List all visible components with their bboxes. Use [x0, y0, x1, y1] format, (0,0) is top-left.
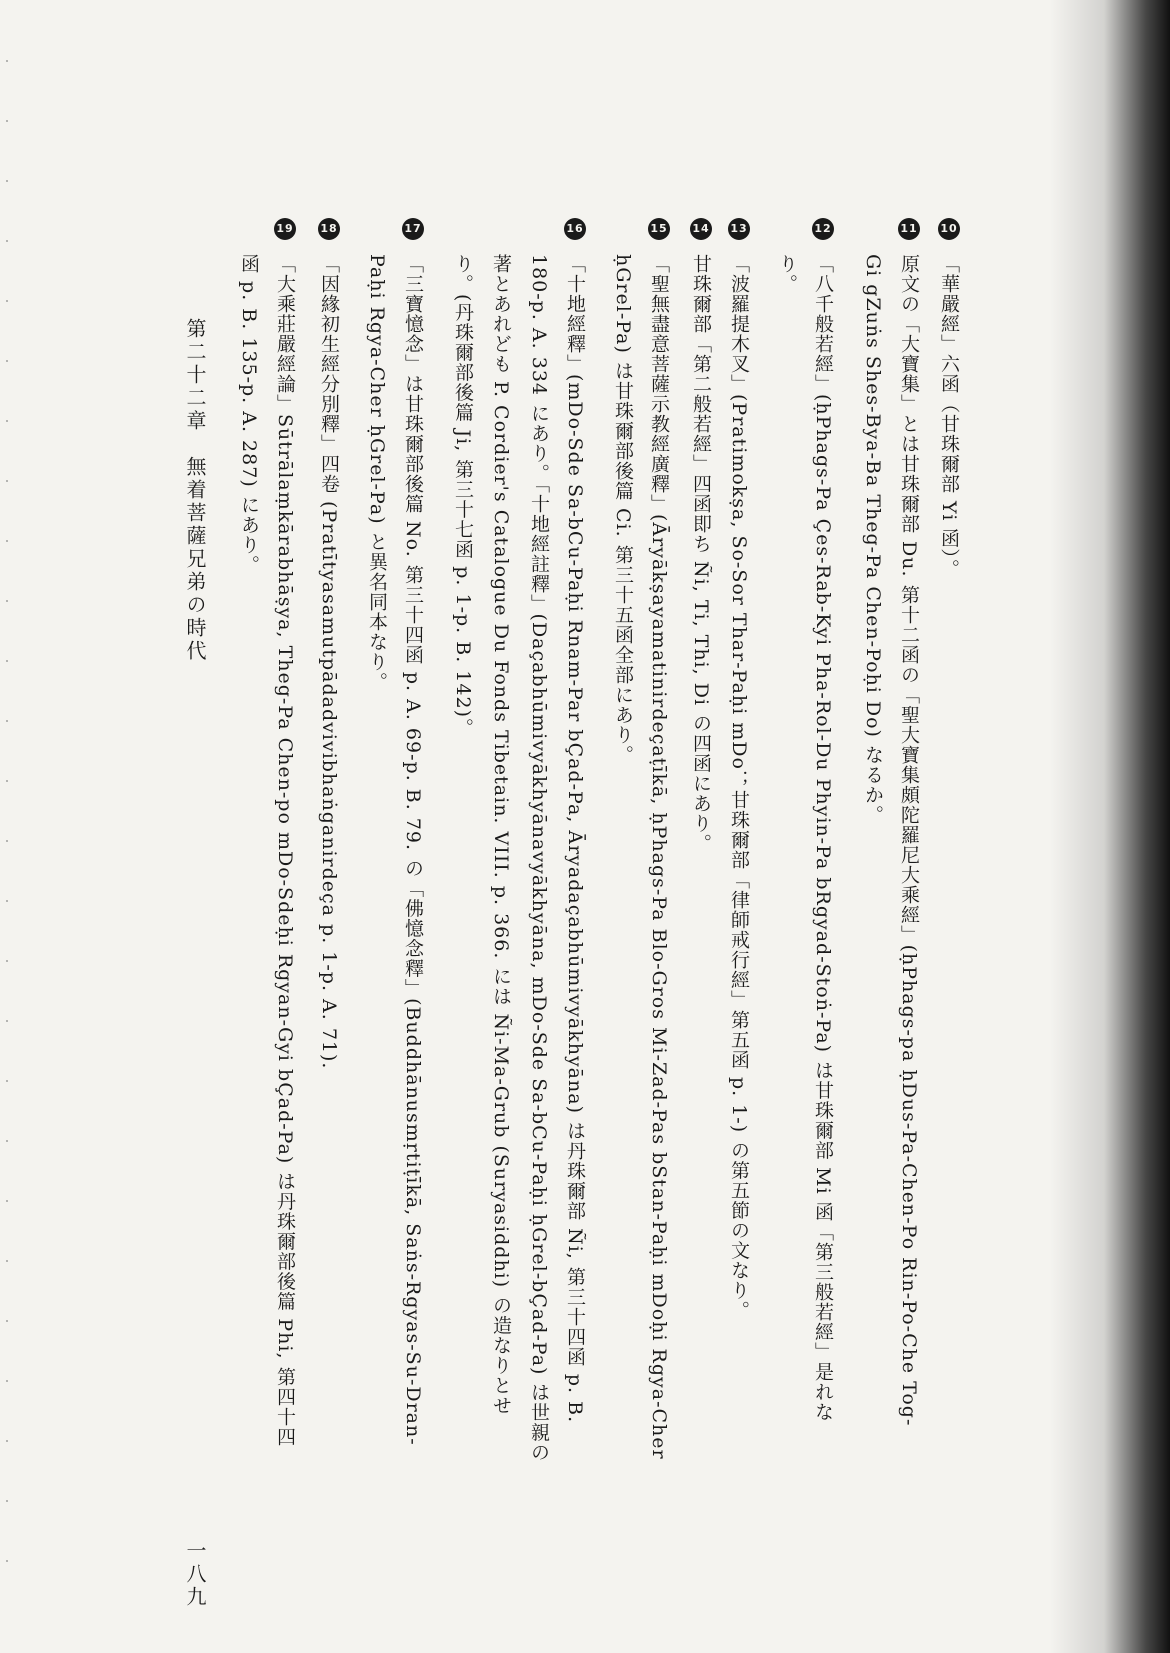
footnote-line: Gi gZuṅs Shes-Bya-Ba Theg-Pa Chen-Poḥi Do) なるか。 [862, 254, 884, 826]
footnote-number: 13 [728, 218, 750, 240]
footnote-19 [274, 218, 296, 1447]
footnote-18 [318, 218, 340, 1069]
footnote-14 [690, 218, 712, 853]
footnote-line: 「聖無盡意菩薩示教經廣釋」(Āryākṣayamatinirdeçaṭīkā, ḥPhags-Pa Blo-Gros Mi-Zad-Pas bStan-Paḥi mDoḥi Rgya-Cher [648, 254, 670, 1460]
footnote-16-cont [529, 254, 548, 1463]
footnote-line: 「十地經釋」(mDo-Sde Sa-bCu-Paḥi Rnam-Par bÇad-Pa, Āryadaçabhūmivyākhyāna) は丹珠爾部 Ñi, 第三十四函 p. B. [564, 254, 586, 1424]
footnote-line: 「三寶憶念」は甘珠爾部後篇 No. 第三十四函 p. A. 69-p. B. 79. の「佛憶念釋」(Buddhānusmṛtiṭīkā, Saṅs-Rgyas-Su-Dran- [402, 254, 424, 1446]
footnote-15-cont [613, 254, 632, 765]
footnote-line: り。(丹珠爾部後篇 Ji, 第三十七函 p. 1-p. B. 142)。 [452, 254, 474, 738]
running-head: 第二十二章 無着菩薩兄弟の時代 [183, 318, 207, 663]
footnote-line: り。 [776, 254, 798, 294]
footnote-13 [728, 218, 750, 1320]
footnote-number: 11 [898, 218, 920, 240]
footnote-line: ḥGrel-Pa) は甘珠爾部後篇 Ci. 第三十五函全部にあり。 [612, 254, 634, 765]
footnote-12-cont [777, 254, 796, 294]
binding-shadow [1050, 0, 1170, 1653]
footnote-15 [648, 218, 670, 1460]
footnote-11 [898, 218, 920, 1426]
footnote-line: 函 p. B. 135-p. A. 287) にあり。 [238, 254, 260, 575]
footnote-number: 19 [274, 218, 296, 240]
footnote-19-cont [239, 254, 258, 575]
footnote-line: 「波羅提木叉」(Pratimokṣa, So-Sor Thar-Paḥi mDo；甘珠爾部「律師戒行經」第五函 p. 1-) の第五節の文なり。 [728, 254, 750, 1321]
footnote-number: 10 [938, 218, 960, 240]
footnote-16 [564, 218, 586, 1423]
footnote-17-cont [367, 254, 386, 692]
footnote-number: 15 [648, 218, 670, 240]
footnote-number: 16 [564, 218, 586, 240]
footnote-line: 180-p. A. 334 にあり。「十地經註釋」(Daçabhūmivyākhyānavyākhyāna, mDo-Sde Sa-bCu-Paḥi ḥGrel-bÇad-Pa) は世親の [528, 254, 550, 1463]
footnote-line: 「八千般若經」(ḥPhags-Pa Çes-Rab-Kyi Pha-Rol-Du Phyin-Pa bRgyad-Stoṅ-Pa) は甘珠爾部 Mi 函「第三般若經」是れな [812, 254, 834, 1422]
footnote-number: 18 [318, 218, 340, 240]
footnote-16-cont [453, 254, 472, 738]
footnote-number: 12 [812, 218, 834, 240]
page-number: 一八九 [183, 1540, 207, 1609]
footnote-line: 「大乘莊嚴經論」Sūtrālaṃkārabhāṣya, Theg-Pa Chen-po mDo-Sdeḥi Rgyan-Gyi bÇad-Pa) は丹珠爾部後篇 Phi, 第四十四 [274, 254, 296, 1447]
footnote-10 [938, 218, 960, 579]
footnote-number: 17 [402, 218, 424, 240]
footnote-line: 「因緣初生經分別釋」四卷 (Pratītyasamutpādadvivibhaṅganirdeça p. 1-p. A. 71). [318, 254, 340, 1070]
footnote-16-cont [491, 254, 510, 1415]
footnote-line: Paḥi Rgya-Cher ḥGrel-Pa) と異名同本なり。 [366, 254, 388, 692]
footnote-12 [812, 218, 834, 1422]
footnote-11-cont [863, 254, 882, 825]
footnote-line: 原文の「大寶集」とは甘珠爾部 Du. 第十二函の「聖大寶集頗陀羅尼大乘經」(ḥPhags-pa ḥDus-Pa-Chen-Po Rin-Po-Che Tog- [898, 254, 920, 1427]
footnote-number: 14 [690, 218, 712, 240]
footnote-17 [402, 218, 424, 1446]
footnote-line: 「華嚴經」六函（甘珠爾部 Yi 函）。 [938, 254, 960, 579]
footnote-line: 著とあれども P. Cordier's Catalogue Du Fonds Tibetain. VIII. p. 366. には Ñi-Ma-Grub (Suryasiddhi) の造なりとせ [490, 254, 512, 1416]
scan-edge-dots [6, 60, 8, 1620]
footnote-line: 甘珠爾部「第二般若經」四函即ち Ñi, Ti, Thi, Di の四函にあり。 [690, 254, 712, 854]
